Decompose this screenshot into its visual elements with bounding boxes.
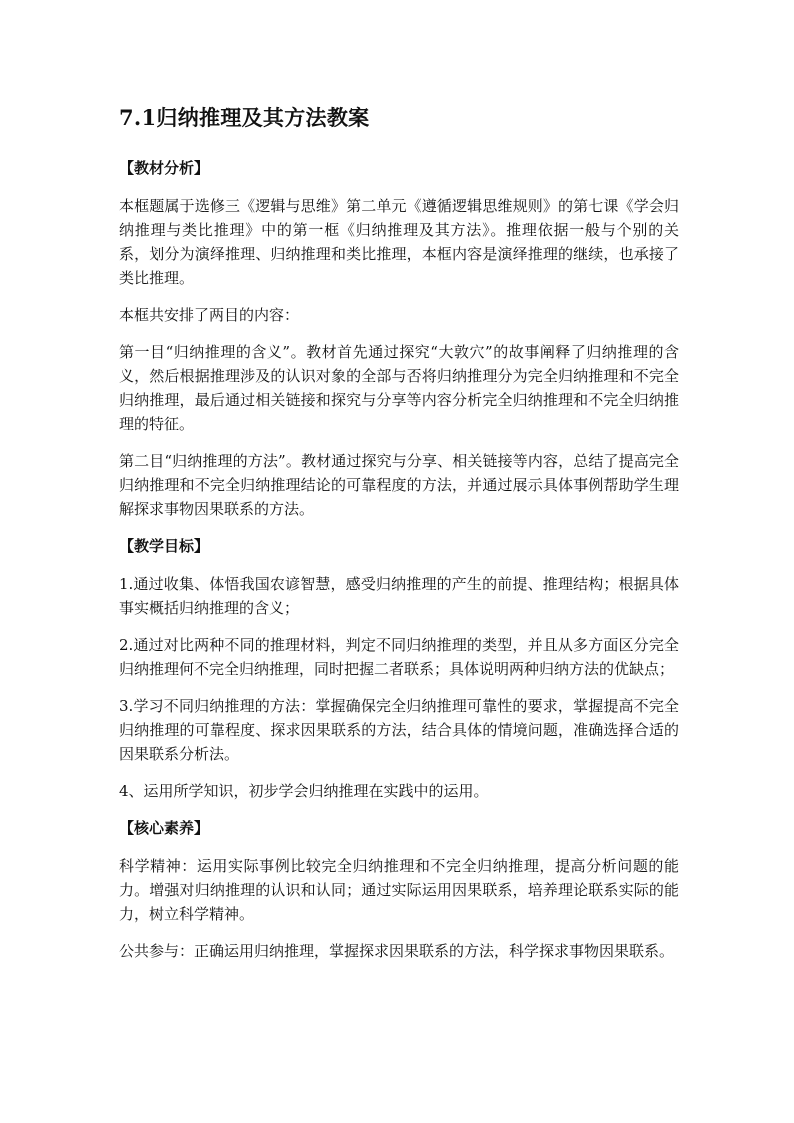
section-teaching-goals bbox=[119, 534, 679, 803]
section-heading: 【教材分析】 bbox=[119, 159, 210, 177]
paragraph: 3.学习不同归纳推理的方法：掌握确保完全归纳推理可靠性的要求，掌握提高不完全归纳推理的可靠程度、探求因果联系的方法，结合具体的情境问题，准确选择合适的因果联系分析法。 bbox=[119, 697, 679, 763]
paragraph: 4、运用所学知识，初步学会归纳推理在实践中的运用。 bbox=[119, 782, 489, 800]
paragraph: 1.通过收集、体悟我国农谚智慧，感受归纳推理的产生的前提、推理结构；根据具体事实概括归纳推理的含义； bbox=[119, 575, 679, 617]
paragraph: 科学精神：运用实际事例比较完全归纳推理和不完全归纳推理，提高分析问题的能力。增强对归纳推理的认识和认同；通过实际运用因果联系，培养理论联系实际的能力，树立科学精神。 bbox=[119, 857, 679, 923]
paragraph: 本框共安排了两目的内容： bbox=[119, 306, 300, 324]
document-title: 7.1归纳推理及其方法教案 bbox=[119, 105, 370, 130]
paragraph: 第一目“归纳推理的含义”。教材首先通过探究“大敦穴”的故事阐释了归纳推理的含义，然后根据推理涉及的认识对象的全部与否将归纳推理分为完全归纳推理和不完全归纳推理，最后通过相关链接和探究与分享等内容分析完全归纳推理和不完全归纳推理的特征。 bbox=[119, 343, 679, 433]
section-textbook-analysis bbox=[119, 156, 679, 521]
paragraph: 2.通过对比两种不同的推理材料，判定不同归纳推理的类型，并且从多方面区分完全归纳推理何不完全归纳推理，同时把握二者联系；具体说明两种归纳方法的优缺点； bbox=[119, 636, 679, 678]
document-page bbox=[119, 104, 679, 976]
section-heading: 【核心素养】 bbox=[119, 819, 210, 837]
paragraph: 本框题属于选修三《逻辑与思维》第二单元《遵循逻辑思维规则》的第七课《学会归纳推理与类比推理》中的第一框《归纳推理及其方法》。推理依据一般与个别的关系，划分为演绎推理、归纳推理和类比推理，本框内容是演绎推理的继续，也承接了类比推理。 bbox=[119, 197, 679, 287]
section-core-literacy bbox=[119, 816, 679, 963]
section-heading: 【教学目标】 bbox=[119, 537, 210, 555]
paragraph: 公共参与：正确运用归纳推理，掌握探求因果联系的方法，科学探求事物因果联系。 bbox=[119, 942, 675, 960]
paragraph: 第二目“归纳推理的方法”。教材通过探究与分享、相关链接等内容，总结了提高完全归纳推理和不完全归纳推理结论的可靠程度的方法，并通过展示具体事例帮助学生理解探求事物因果联系的方法。 bbox=[119, 452, 679, 518]
